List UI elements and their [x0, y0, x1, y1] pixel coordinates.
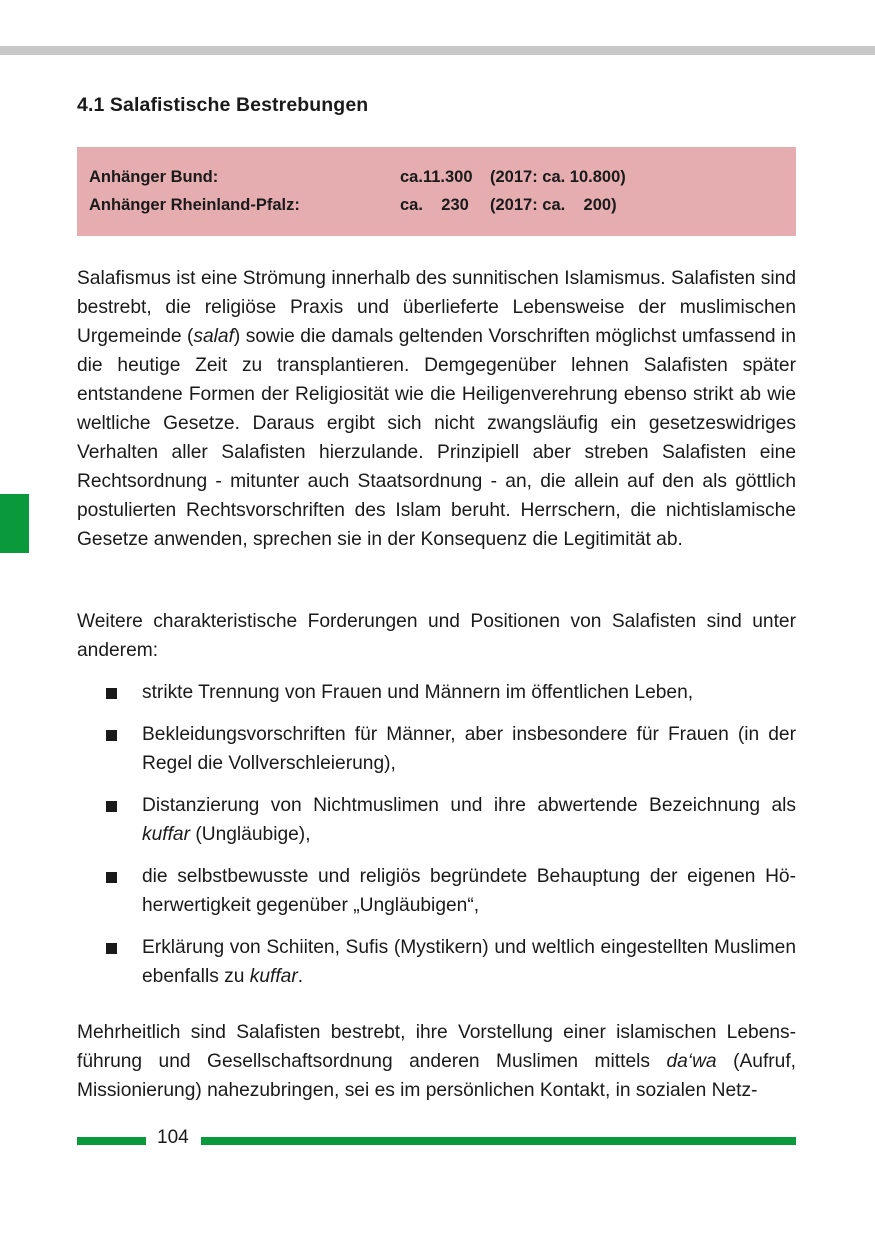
paragraph-intro	[77, 264, 796, 554]
list-item-italic-term: kuffar	[142, 824, 190, 845]
bullet-list	[77, 678, 796, 1004]
footer-rule-left	[77, 1137, 146, 1145]
paragraph-italic-term: da‘wa	[666, 1051, 717, 1072]
list-item	[77, 720, 796, 778]
square-bullet-icon	[106, 730, 117, 741]
paragraph-dawa	[77, 1018, 796, 1105]
paragraph-text: (Aufruf, Missionierung) nahezubringen, sei es im persönlichen Kontakt, in sozialen Netz-	[77, 1051, 796, 1101]
top-rule	[0, 46, 875, 55]
list-item-text: Erklärung von Schiiten, Sufis (Mystikern) und weltlich eingestellten Muslimen ebenfalls zu	[142, 937, 796, 987]
footer-rule-right	[201, 1137, 796, 1145]
list-item	[77, 862, 796, 920]
list-item	[77, 933, 796, 991]
square-bullet-icon	[106, 688, 117, 699]
square-bullet-icon	[106, 801, 117, 812]
list-item-text: Distanzierung von Nichtmuslimen und ihre abwertende Bezeichnung als	[142, 795, 796, 816]
paragraph-text: Mehrheitlich sind Salafisten bestrebt, ihre Vorstellung einer islamischen Lebensführung und Gesellschaftsordnung anderen Muslimen mittels	[77, 1022, 796, 1072]
stats-label: Anhänger Rheinland-Pfalz:	[89, 196, 300, 214]
stats-value: ca.11.300	[400, 168, 473, 186]
square-bullet-icon	[106, 872, 117, 883]
square-bullet-icon	[106, 943, 117, 954]
list-item-text: .	[297, 966, 304, 987]
list-item	[77, 791, 796, 849]
list-item-text: die selbstbewusste und religiös begründete Behauptung der eigenen Höherwertigkeit gegenüber „Ungläubigen“,	[142, 866, 796, 916]
list-item-text: (Ungläubige),	[190, 824, 311, 845]
section-heading: 4.1 Salafistische Bestrebungen	[77, 94, 369, 116]
stats-value: ca. 230	[400, 196, 469, 214]
paragraph-text: ) sowie die damals geltenden Vorschriften möglichst umfassend in die heutige Zeit zu transplantieren. Demgegenüber lehnen Salafisten später entstandene Formen der Religiosität wie die Heiligenverehrung ebenso strikt ab wie weltliche Gesetze. Daraus ergibt sich nicht zwangsläufig ein gesetzeswidriges Verhalten aller Salafisten hierzulande. Prinzipiell aber streben Salafisten eine Rechtsordnung - mitunter auch Staatsordnung - an, die allein auf den als göttlich postulierten Rechtsvorschriften des Islam beruht. Herrschern, die nichtislamische Gesetze anwenden, sprechen sie in der Konsequenz die Legitimität ab.	[77, 326, 796, 550]
stats-previous: (2017: ca. 10.800)	[490, 168, 626, 186]
stats-label: Anhänger Bund:	[89, 168, 219, 186]
list-item-italic-term: kuffar	[249, 966, 298, 987]
chapter-marker	[0, 494, 29, 553]
paragraph-italic-term: salaf	[193, 326, 234, 347]
list-item-text: Bekleidungsvorschriften für Männer, aber insbesondere für Frauen (in der Regel die Vollverschleierung),	[142, 724, 796, 774]
page-number: 104	[157, 1127, 189, 1148]
stats-previous: (2017: ca. 200)	[490, 196, 617, 214]
stats-row	[77, 196, 796, 224]
stats-row	[77, 168, 796, 196]
paragraph-text: Salafismus ist eine Strömung innerhalb des sunnitischen Islamismus. Salafisten sind bestrebt, die religiöse Praxis und überlieferte Lebensweise der muslimischen Urgemeinde (	[77, 268, 796, 347]
list-item-text: strikte Trennung von Frauen und Männern im öffentlichen Leben,	[142, 682, 694, 703]
stats-box	[77, 147, 796, 236]
list-item	[77, 678, 796, 707]
paragraph-list-intro: Weitere charakteristische Forderungen und Positionen von Salafisten sind unter anderem:	[77, 611, 796, 661]
